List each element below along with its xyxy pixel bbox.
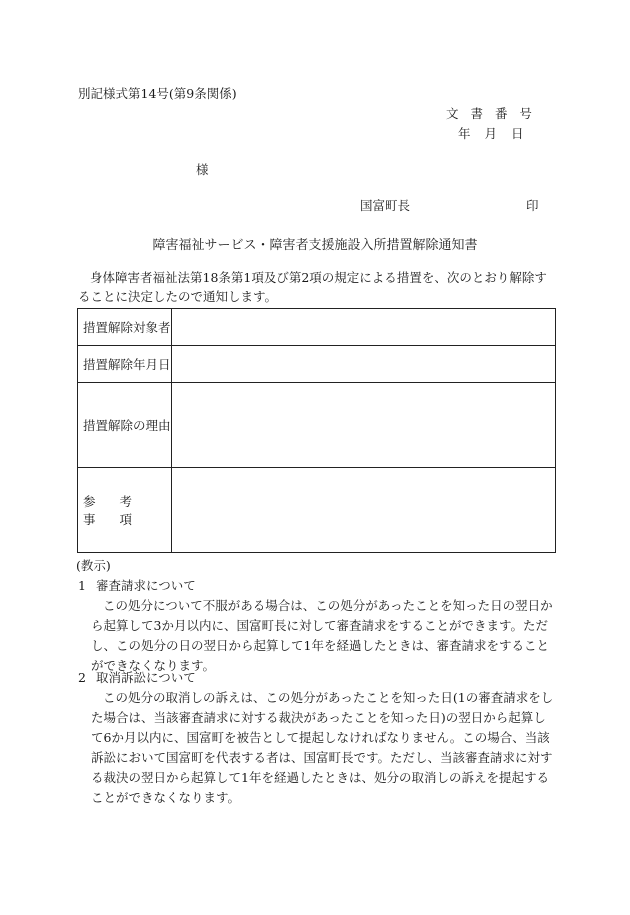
intro-paragraph: 身体障害者福祉法第18条第1項及び第2項の規定による措置を、次のとおり解除することに決定したので通知します。 xyxy=(78,270,547,304)
notice-item-1-number: 1 xyxy=(78,578,86,593)
recipient-suffix: 様 xyxy=(196,162,209,177)
notice-item-2-title: 取消訴訟について xyxy=(96,670,196,685)
document-number-label: 文 書 番 号 xyxy=(446,106,536,121)
form-row-release-reason xyxy=(78,383,556,468)
document-title: 障害福祉サービス・障害者支援施設入所措置解除通知書 xyxy=(152,238,478,253)
form-value-target-person[interactable] xyxy=(172,309,556,346)
seal-mark: 印 xyxy=(526,198,539,213)
notice-item-1-body: この処分について不服がある場合は、この処分があったことを知った日の翌日から起算して3か月以内に、国富町長に対して審査請求をすることができます。ただし、この処分の日の翌日から起算して1年を経過したときは、審査請求をすることができなくなります。 xyxy=(91,598,553,673)
notice-heading: (教示) xyxy=(76,558,111,573)
sender-name: 国富町長 xyxy=(360,198,411,213)
notice-form-table xyxy=(77,308,556,553)
notice-item-2-number: 2 xyxy=(78,670,86,685)
form-label-release-date: 措置解除年月日 xyxy=(78,346,172,383)
notice-item-2-heading xyxy=(78,668,196,686)
form-value-release-reason[interactable] xyxy=(172,383,556,468)
form-label-release-reason: 措置解除の理由 xyxy=(78,383,172,468)
notice-item-2-body: この処分の取消しの訴えは、この処分があったことを知った日(1の審査請求をした場合は、当該審査請求に対する裁決があったことを知った日)の翌日から起算して6か月以内に、国富町を被告として提起しなければなりません。この場合、当該訴訟において国富町を代表する者は、国富町長です。ただし、当該審査請求に対する裁決の翌日から起算して1年を経過したときは、処分の取消しの訴えを提起することができなくなります。 xyxy=(91,690,554,805)
form-row-release-date xyxy=(78,346,556,383)
notice-item-1-heading xyxy=(78,576,196,594)
form-label-reference: 参 考 事 項 xyxy=(78,468,172,553)
form-value-reference[interactable] xyxy=(172,468,556,553)
notice-item-1-title: 審査請求について xyxy=(96,578,196,593)
form-value-release-date[interactable] xyxy=(172,346,556,383)
form-label: 別記様式第14号(第9条関係) xyxy=(78,86,237,101)
form-row-target-person xyxy=(78,309,556,346)
form-row-reference xyxy=(78,468,556,553)
document-date-label: 年 月 日 xyxy=(458,126,524,141)
form-label-target-person: 措置解除対象者 xyxy=(78,309,172,346)
